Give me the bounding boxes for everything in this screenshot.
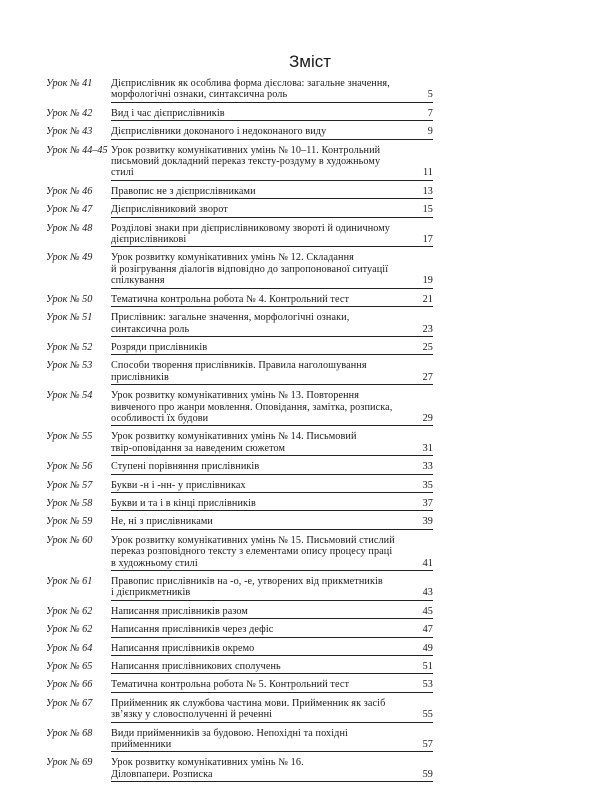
entry-title: Не, ні з прислівниками xyxy=(111,516,213,528)
lesson-number: Урок № 44–45 xyxy=(46,144,108,156)
toc-entry xyxy=(46,342,433,355)
toc-entry xyxy=(46,576,433,601)
toc-entry xyxy=(46,480,433,493)
page-number: 13 xyxy=(422,185,433,197)
lesson-number: Урок № 43 xyxy=(46,126,93,138)
toc-entry xyxy=(46,78,433,103)
toc-entry xyxy=(46,126,433,139)
entry-body xyxy=(111,431,433,456)
toc-entry xyxy=(46,498,433,511)
page-number: 17 xyxy=(422,234,433,246)
toc-entry xyxy=(46,643,433,656)
page-number: 57 xyxy=(422,739,433,751)
toc-entry xyxy=(46,535,433,571)
page-title: Зміст xyxy=(288,52,332,71)
entry-body xyxy=(111,757,433,782)
toc-entry xyxy=(46,728,433,753)
page-number: 33 xyxy=(422,461,433,473)
page-number: 5 xyxy=(427,89,433,101)
toc-entry xyxy=(46,223,433,248)
entry-body xyxy=(111,643,433,656)
page-number: 37 xyxy=(422,497,433,509)
entry-body xyxy=(111,390,433,426)
lesson-number: Урок № 55 xyxy=(46,431,93,443)
entry-title: Урок розвитку комунікативних умінь № 14. Письмовий твір-оповідання за наведеним сюжетом xyxy=(111,431,357,454)
page-number: 43 xyxy=(422,587,433,599)
entry-body xyxy=(111,480,433,493)
page-number: 23 xyxy=(422,323,433,335)
lesson-number: Урок № 47 xyxy=(46,204,93,216)
table-of-contents xyxy=(46,78,433,787)
page-number: 45 xyxy=(422,605,433,617)
lesson-number: Урок № 61 xyxy=(46,576,93,587)
entry-title: Прислівник: загальне значення, морфологічні ознаки, синтаксична роль xyxy=(111,312,350,335)
lesson-number: Урок № 68 xyxy=(46,727,93,739)
page-number: 7 xyxy=(427,107,433,119)
page-number: 39 xyxy=(422,516,433,528)
entry-body xyxy=(111,679,433,692)
entry-title: Правопис не з дієприслівниками xyxy=(111,185,256,197)
toc-entry xyxy=(46,624,433,637)
entry-title: Написання прислівників окремо xyxy=(111,642,255,654)
page-number: 15 xyxy=(422,204,433,216)
entry-body xyxy=(111,624,433,637)
lesson-number: Урок № 54 xyxy=(46,390,93,402)
entry-title: Тематична контрольна робота № 5. Контрольний тест xyxy=(111,679,350,691)
page-number: 59 xyxy=(422,768,433,780)
entry-title: Правопис прислівників на -о, -е, утворених від прикметників і дієприкметників xyxy=(111,576,383,599)
entry-title: Розділові знаки при дієприслівниковому звороті й одиничному дієприслівникові xyxy=(111,222,390,246)
page-number: 47 xyxy=(422,624,433,636)
entry-body xyxy=(111,108,433,121)
entry-body xyxy=(111,498,433,511)
page-number: 31 xyxy=(422,442,433,454)
entry-title: Вид і час дієприслівників xyxy=(111,107,225,119)
lesson-number: Урок № 53 xyxy=(46,360,93,372)
toc-entry xyxy=(46,661,433,674)
toc-entry xyxy=(46,312,433,337)
entry-body xyxy=(111,223,433,248)
toc-entry xyxy=(46,679,433,692)
toc-entry xyxy=(46,390,433,426)
entry-body xyxy=(111,535,433,571)
entry-title: Букви и та і в кінці прислівників xyxy=(111,497,256,509)
entry-body xyxy=(111,312,433,337)
entry-title: Написання прислівникових сполучень xyxy=(111,661,281,673)
lesson-number: Урок № 64 xyxy=(46,642,93,654)
lesson-number: Урок № 62 xyxy=(46,624,93,636)
entry-title: Розряди прислівників xyxy=(111,341,208,353)
entry-body xyxy=(111,186,433,199)
toc-entry xyxy=(46,252,433,288)
toc-entry xyxy=(46,606,433,619)
page-number: 55 xyxy=(422,709,433,721)
entry-body xyxy=(111,360,433,385)
toc-entry xyxy=(46,145,433,181)
entry-title: Букви -н і -нн- у прислівниках xyxy=(111,479,246,491)
toc-entry xyxy=(46,186,433,199)
lesson-number: Урок № 46 xyxy=(46,185,93,197)
entry-title: Дієприслівники доконаного і недоконаного виду xyxy=(111,126,327,138)
lesson-number: Урок № 48 xyxy=(46,222,93,234)
entry-body xyxy=(111,698,433,723)
entry-title: Урок розвитку комунікативних умінь № 15. Письмовий стислий переказ розповідного тексту з елементами опису процесу праці в художньому стилі xyxy=(111,534,395,569)
toc-entry xyxy=(46,431,433,456)
lesson-number: Урок № 60 xyxy=(46,534,93,546)
entry-body xyxy=(111,728,433,753)
page-number: 9 xyxy=(427,126,433,138)
entry-body xyxy=(111,461,433,474)
lesson-number: Урок № 62 xyxy=(46,605,93,617)
entry-body xyxy=(111,78,433,103)
entry-body xyxy=(111,576,433,601)
entry-title: Тематична контрольна робота № 4. Контрольний тест xyxy=(111,293,350,305)
entry-body xyxy=(111,342,433,355)
lesson-number: Урок № 50 xyxy=(46,293,93,305)
lesson-number: Урок № 49 xyxy=(46,252,93,264)
lesson-number: Урок № 65 xyxy=(46,661,93,673)
lesson-number: Урок № 59 xyxy=(46,516,93,528)
toc-entry xyxy=(46,108,433,121)
lesson-number: Урок № 52 xyxy=(46,341,93,353)
entry-title: Урок розвитку комунікативних умінь № 12. Складання й розігрування діалогів відповідно до запропонованої ситуації спілкування xyxy=(111,252,389,287)
page-number: 19 xyxy=(422,275,433,287)
toc-entry xyxy=(46,757,433,782)
entry-title: Прийменник як службова частина мови. Прийменник як засіб зв’язку у словосполученні й реченні xyxy=(111,697,386,721)
lesson-number: Урок № 66 xyxy=(46,679,93,691)
entry-body xyxy=(111,606,433,619)
page-number: 35 xyxy=(422,479,433,491)
toc-entry xyxy=(46,516,433,529)
entry-title: Урок розвитку комунікативних умінь № 13. Повторення вивченого про жанри мовлення. Оповідання, замітка, розписка, особливості їх будови xyxy=(111,390,393,424)
page-number: 21 xyxy=(422,293,433,305)
entry-body xyxy=(111,204,433,217)
entry-body xyxy=(111,145,433,181)
lesson-number: Урок № 41 xyxy=(46,78,93,89)
lesson-number: Урок № 69 xyxy=(46,757,93,769)
toc-entry xyxy=(46,204,433,217)
entry-title: Дієприслівниковий зворот xyxy=(111,204,228,216)
lesson-number: Урок № 57 xyxy=(46,479,93,491)
page-number: 51 xyxy=(422,661,433,673)
entry-title: Види прийменників за будовою. Непохідні та похідні прийменники xyxy=(111,727,348,751)
entry-body xyxy=(111,661,433,674)
entry-title: Дієприслівник як особлива форма дієслова: загальне значення, морфологічні ознаки, синтаксична роль xyxy=(111,78,390,101)
lesson-number: Урок № 51 xyxy=(46,312,93,324)
entry-body xyxy=(111,126,433,139)
page-number: 49 xyxy=(422,642,433,654)
page-number: 41 xyxy=(422,557,433,569)
page-number: 27 xyxy=(422,371,433,383)
page-number: 53 xyxy=(422,679,433,691)
lesson-number: Урок № 67 xyxy=(46,697,93,709)
entry-body xyxy=(111,252,433,288)
toc-entry xyxy=(46,461,433,474)
toc-entry xyxy=(46,360,433,385)
entry-title: Написання прислівників разом xyxy=(111,605,248,617)
entry-title: Урок розвитку комунікативних умінь № 10–11. Контрольний письмовий докладний переказ тексту-роздуму в художньому стилі xyxy=(111,144,381,179)
lesson-number: Урок № 56 xyxy=(46,461,93,473)
page-number: 25 xyxy=(422,341,433,353)
entry-title: Ступені порівняння прислівників xyxy=(111,461,260,473)
lesson-number: Урок № 42 xyxy=(46,107,93,119)
entry-title: Способи творення прислівників. Правила наголошування прислівників xyxy=(111,360,367,383)
lesson-number: Урок № 58 xyxy=(46,497,93,509)
entry-title: Урок розвитку комунікативних умінь № 16. Діловпапери. Розписка xyxy=(111,757,304,780)
page-number: 29 xyxy=(422,412,433,424)
toc-entry xyxy=(46,294,433,307)
toc-entry xyxy=(46,698,433,723)
entry-body xyxy=(111,294,433,307)
entry-body xyxy=(111,516,433,529)
entry-title: Написання прислівників через дефіс xyxy=(111,624,274,636)
page-number: 11 xyxy=(422,167,433,179)
